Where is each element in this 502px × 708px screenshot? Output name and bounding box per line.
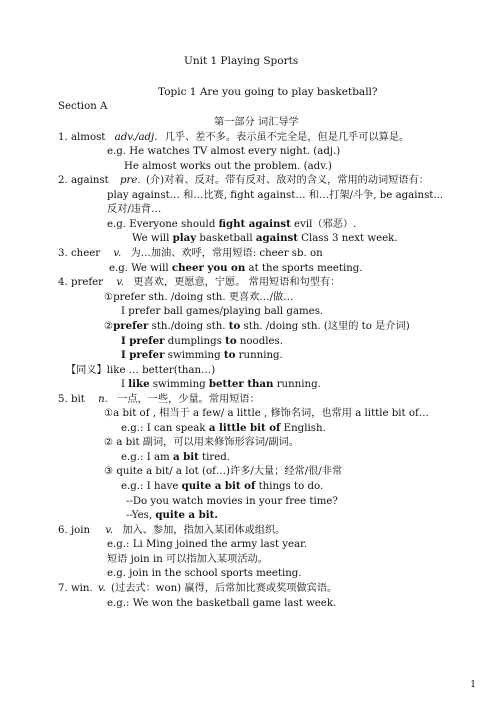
- topic-title: Topic 1 Are you going to play basketball?: [158, 86, 378, 98]
- example-highlight: quite a bit of: [181, 480, 256, 492]
- example-text: e.g.: I can speak: [121, 423, 209, 434]
- example-line: He almost works out the problem. (adv.): [124, 161, 332, 172]
- definition: 更喜欢，更愿意，宁愿。 常用短语和句型有：: [133, 277, 341, 288]
- part-of-speech: v.: [98, 583, 106, 594]
- usage-line: ③ quite a bit/ a lot (of…)许多/大量；经常/很/非常: [104, 466, 343, 477]
- entry-join: [58, 524, 285, 537]
- page-number: 1: [470, 680, 476, 690]
- entry-word: 5. bit: [58, 394, 85, 405]
- example-highlight: a bit: [172, 451, 199, 463]
- entry-word: 6. join: [58, 525, 91, 536]
- example-line: e.g.: We won the basketball game last week.: [107, 598, 337, 609]
- part-heading: 第一部分 词汇导学: [214, 117, 299, 128]
- entry-word: 3. cheer: [58, 248, 101, 259]
- example-highlight: to: [225, 335, 237, 347]
- example-text: evil（邪恶）.: [290, 219, 357, 230]
- entry-almost: [58, 131, 409, 144]
- example-highlight: against: [255, 232, 298, 244]
- usage-line: ② a bit 副词，可以用来修饰形容词/副词。: [104, 437, 300, 448]
- example-text: tired.: [198, 452, 231, 463]
- usage-text: sth. /doing sth. (这里的 to 是介词): [240, 321, 410, 332]
- example-highlight: play: [172, 232, 197, 244]
- part-of-speech: n.: [98, 394, 108, 405]
- example-line: [121, 422, 326, 435]
- definition: (介)对着、反对。带有反对、敌对的含义，常用的动词短语有：: [145, 175, 429, 186]
- entry-prefer: [58, 276, 340, 289]
- example-text: noodles.: [236, 336, 283, 347]
- example-text: things to do.: [255, 481, 324, 492]
- usage-highlight: to: [228, 320, 241, 332]
- example-text: e.g.: I have: [121, 481, 182, 492]
- example-text: swimming: [149, 379, 209, 390]
- example-highlight: quite a bit.: [155, 509, 218, 521]
- entry-word: 2. against: [58, 175, 109, 186]
- example-text: --Yes,: [126, 510, 156, 521]
- definition-line: 短语 join in 可以指加入某项活动。: [107, 554, 268, 565]
- example-line: e.g. join in the school sports meeting.: [107, 568, 302, 579]
- part-of-speech: adv./adj.: [114, 132, 158, 143]
- part-of-speech: v.: [113, 248, 122, 259]
- example-line: [132, 232, 398, 245]
- entry-word: 1. almost: [58, 132, 106, 143]
- section-label: Section A: [58, 101, 108, 112]
- part-of-speech: v.: [105, 525, 114, 536]
- example-line: [126, 509, 218, 522]
- usage-highlight: prefer: [113, 320, 149, 332]
- example-text: running.: [273, 379, 321, 390]
- entry-against: [58, 174, 429, 187]
- example-text: I: [121, 379, 129, 390]
- example-line: [109, 262, 363, 275]
- example-line: [121, 335, 283, 348]
- definition-line: play against… 和…比赛, fight against… 和…打架/斗争, be against...: [107, 190, 444, 201]
- example-text: English.: [280, 423, 326, 434]
- entry-bit: [58, 393, 260, 406]
- example-highlight: I prefer: [121, 349, 165, 361]
- usage-line: ①a bit of , 相当于 a few/ a little , 修饰名词，也常用 a little bit of…: [104, 408, 429, 419]
- example-line: --Do you watch movies in your free time?: [126, 496, 338, 507]
- example-text: e.g. We will: [109, 263, 172, 274]
- example-highlight: I prefer: [121, 335, 165, 347]
- definition: 为…加油、欢呼，常用短语: cheer sb. on: [130, 248, 323, 259]
- example-highlight: to: [223, 349, 236, 361]
- synonym-line: 【同义】like … better(than…): [66, 365, 216, 376]
- part-of-speech: pre.: [120, 175, 141, 186]
- unit-title: Unit 1 Playing Sports: [184, 55, 299, 67]
- example-highlight: fight against: [218, 218, 291, 230]
- example-text: e.g.: I am: [121, 452, 173, 463]
- example-line: [121, 451, 230, 464]
- usage-text: sth./doing sth.: [148, 321, 229, 332]
- definition: 加入、参加，指加入某团体或组织。: [122, 525, 286, 536]
- definition: (过去式：won) 赢得，后常加比赛或奖项做宾语。: [111, 583, 338, 594]
- example-line: [121, 349, 283, 362]
- usage-line: ①prefer sth. /doing sth. 更喜欢…/做…: [104, 292, 294, 303]
- example-line: I prefer ball games/playing ball games.: [121, 306, 324, 317]
- example-line: [107, 218, 356, 231]
- example-highlight: cheer you on: [171, 262, 246, 274]
- example-text: swimming: [164, 350, 224, 361]
- example-highlight: like: [128, 378, 150, 390]
- example-text: dumplings: [164, 336, 226, 347]
- entry-word: 7. win.: [58, 583, 93, 594]
- example-line: [121, 480, 323, 493]
- example-text: We will: [132, 233, 173, 244]
- example-text: e.g. Everyone should: [107, 219, 219, 230]
- example-highlight: better than: [208, 378, 274, 390]
- example-text: Class 3 next week.: [297, 233, 398, 244]
- definition: 几乎、差不多。表示虽不完全是，但是几乎可以算是。: [164, 132, 410, 143]
- entry-cheer: [58, 247, 323, 260]
- definition-line: 反对/违背…: [107, 204, 162, 215]
- example-line: e.g.: Li Ming joined the army last year.: [107, 539, 308, 550]
- example-highlight: a little bit of: [208, 422, 281, 434]
- example-text: basketball: [196, 233, 256, 244]
- example-line: e.g. He watches TV almost every night. (adj.): [107, 146, 341, 157]
- usage-text: ②: [104, 321, 114, 332]
- example-text: running.: [235, 350, 283, 361]
- entry-win: [58, 582, 337, 595]
- example-text: at the sports meeting.: [245, 263, 363, 274]
- part-of-speech: v.: [116, 277, 125, 288]
- usage-line: [104, 320, 410, 333]
- entry-word: 4. prefer: [58, 277, 104, 288]
- definition: 一点，一些，少量。常用短语：: [117, 394, 260, 405]
- example-line: [121, 378, 321, 391]
